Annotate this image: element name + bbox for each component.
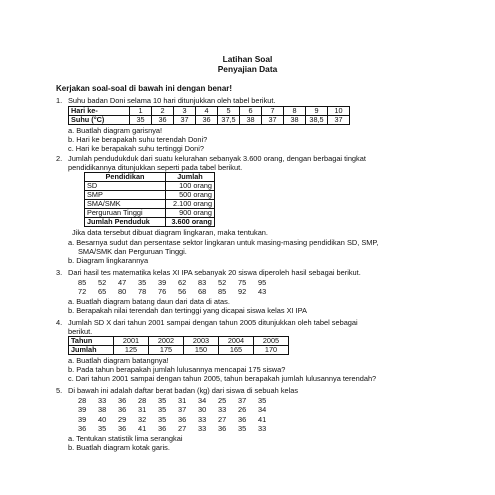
data-value: 36 bbox=[218, 424, 227, 434]
data-value: 25 bbox=[218, 396, 227, 405]
data-row bbox=[78, 405, 278, 414]
data-value: 36 bbox=[118, 405, 127, 415]
data-value: 80 bbox=[118, 287, 127, 297]
data-value: 36 bbox=[78, 424, 87, 434]
table-cell: 2001 bbox=[114, 337, 149, 346]
table-cell: 100 orang bbox=[166, 182, 215, 191]
data-value: 39 bbox=[158, 278, 167, 287]
data-value: 27 bbox=[178, 424, 187, 434]
data-value: 76 bbox=[158, 287, 167, 297]
table-cell: 37 bbox=[262, 116, 284, 125]
data-row bbox=[78, 278, 278, 287]
data-value: 35 bbox=[158, 405, 167, 415]
data-value: 52 bbox=[98, 278, 107, 287]
q4-item-a: a. Buatlah diagram batangnya! bbox=[68, 356, 169, 365]
data-row bbox=[78, 424, 278, 433]
data-value: 40 bbox=[98, 414, 107, 424]
data-value: 62 bbox=[178, 278, 187, 287]
table-cell: Jumlah bbox=[69, 346, 114, 355]
q2-text-line1: Jumlah pendudukduk dari suatu kelurahan sebanyak 3.600 orang, dengan berbagai tingkat bbox=[68, 154, 366, 163]
data-value: 29 bbox=[118, 414, 127, 424]
data-value: 28 bbox=[78, 396, 87, 405]
table-header-cell: Pendidikan bbox=[85, 173, 166, 182]
table-cell: 38,5 bbox=[306, 116, 328, 125]
q2-item-b: b. Diagram lingkarannya bbox=[68, 256, 149, 265]
data-value: 85 bbox=[78, 278, 87, 287]
page-subtitle: Penyajian Data bbox=[217, 64, 278, 74]
data-value: 31 bbox=[138, 405, 147, 415]
data-value: 83 bbox=[198, 278, 207, 287]
q1-text: Suhu badan Doni selama 10 hari ditunjukkan oleh tabel berikut. bbox=[68, 96, 276, 105]
table-cell: SD bbox=[85, 182, 166, 191]
q1-temperature-table bbox=[68, 106, 350, 125]
table-cell: Perguruan Tinggi bbox=[85, 209, 166, 218]
table-cell: 2004 bbox=[219, 337, 254, 346]
data-value: 75 bbox=[238, 278, 247, 287]
q4-text-line2: berikut. bbox=[68, 327, 93, 336]
table-cell: 2002 bbox=[149, 337, 184, 346]
data-row bbox=[78, 415, 278, 424]
q5-number: 5. bbox=[56, 386, 63, 395]
data-value: 35 bbox=[98, 424, 107, 434]
table-cell: 3 bbox=[174, 107, 196, 116]
q3-item-b: b. Berapakah nilai terendah dan tertinggi yang dicapai siswa kelas XI IPA bbox=[68, 306, 307, 315]
data-value: 33 bbox=[98, 396, 107, 405]
table-cell: 2005 bbox=[254, 337, 289, 346]
data-value: 26 bbox=[238, 405, 247, 415]
data-value: 33 bbox=[218, 405, 227, 415]
instruction: Kerjakan soal-soal di bawah ini dengan benar! bbox=[56, 84, 233, 93]
table-cell: 8 bbox=[284, 107, 306, 116]
q1-row-temp bbox=[69, 116, 350, 125]
data-value: 33 bbox=[198, 424, 207, 434]
table-cell: 37 bbox=[174, 116, 196, 125]
table-cell: 150 bbox=[184, 346, 219, 355]
q2-item-a-cont: SMA/SMK dan Perguruan Tinggi. bbox=[78, 247, 187, 256]
table-cell: 1 bbox=[130, 107, 152, 116]
data-row bbox=[78, 396, 278, 405]
table-header-cell: Jumlah bbox=[166, 173, 215, 182]
data-value: 37 bbox=[178, 405, 187, 415]
q4-row-count bbox=[69, 346, 289, 355]
table-cell: SMP bbox=[85, 191, 166, 200]
page-title: Latihan Soal bbox=[222, 54, 273, 64]
q3-number: 3. bbox=[56, 268, 63, 277]
q5-weight-grid bbox=[78, 396, 278, 434]
q3-text: Dari hasil tes matematika kelas XI IPA sebanyak 20 siswa diperoleh hasil sebagai berikut. bbox=[68, 268, 361, 277]
data-value: 47 bbox=[118, 278, 127, 287]
q3-score-grid bbox=[78, 278, 278, 297]
data-value: 35 bbox=[158, 414, 167, 424]
data-value: 32 bbox=[138, 414, 147, 424]
table-cell: 6 bbox=[240, 107, 262, 116]
data-value: 35 bbox=[258, 396, 267, 405]
table-cell: Suhu (°C) bbox=[69, 116, 130, 125]
data-value: 52 bbox=[218, 278, 227, 287]
table-total-row bbox=[85, 218, 215, 227]
q5-item-b: b. Buatlah diagram kotak garis. bbox=[68, 443, 170, 452]
table-cell: 36 bbox=[152, 116, 174, 125]
data-value: 35 bbox=[158, 396, 167, 405]
data-value: 28 bbox=[138, 396, 147, 405]
q2-number: 2. bbox=[56, 154, 63, 163]
table-cell: 165 bbox=[219, 346, 254, 355]
table-cell: 38 bbox=[284, 116, 306, 125]
data-value: 35 bbox=[138, 278, 147, 287]
data-value: 85 bbox=[218, 287, 227, 297]
data-value: 39 bbox=[78, 414, 87, 424]
data-value: 36 bbox=[118, 396, 127, 405]
table-cell: 3.600 orang bbox=[166, 218, 215, 227]
table-cell: 36 bbox=[196, 116, 218, 125]
q2-after-text: Jika data tersebut dibuat diagram lingkaran, maka tentukan. bbox=[72, 228, 268, 237]
data-value: 33 bbox=[198, 414, 207, 424]
data-value: 36 bbox=[158, 424, 167, 434]
table-cell: 4 bbox=[196, 107, 218, 116]
table-cell: 7 bbox=[262, 107, 284, 116]
data-value: 36 bbox=[238, 414, 247, 424]
table-cell: Jumlah Penduduk bbox=[85, 218, 166, 227]
table-cell: 38 bbox=[240, 116, 262, 125]
data-value: 78 bbox=[138, 287, 147, 297]
data-value: 95 bbox=[258, 278, 267, 287]
table-cell: Hari ke- bbox=[69, 107, 130, 116]
data-value: 33 bbox=[258, 424, 267, 434]
table-cell: 5 bbox=[218, 107, 240, 116]
q4-row-year bbox=[69, 337, 289, 346]
data-row bbox=[78, 287, 278, 296]
data-value: 37 bbox=[238, 396, 247, 405]
q1-number: 1. bbox=[56, 96, 63, 105]
table-cell: 170 bbox=[254, 346, 289, 355]
q4-number: 4. bbox=[56, 318, 63, 327]
table-cell: 125 bbox=[114, 346, 149, 355]
q4-item-b: b. Pada tahun berapakah jumlah lulusannya mencapai 175 siswa? bbox=[68, 365, 286, 374]
q2-education-table bbox=[84, 172, 215, 227]
data-value: 65 bbox=[98, 287, 107, 297]
table-cell: 37,5 bbox=[218, 116, 240, 125]
q3-item-a: a. Buatlah diagram batang daun dari data di atas. bbox=[68, 297, 230, 306]
table-cell: 35 bbox=[130, 116, 152, 125]
data-value: 31 bbox=[178, 396, 187, 405]
data-value: 38 bbox=[98, 405, 107, 415]
table-cell: 2 bbox=[152, 107, 174, 116]
table-cell: Tahun bbox=[69, 337, 114, 346]
data-value: 56 bbox=[178, 287, 187, 297]
data-value: 92 bbox=[238, 287, 247, 297]
data-value: 41 bbox=[138, 424, 147, 434]
table-cell: SMA/SMK bbox=[85, 200, 166, 209]
table-cell: 10 bbox=[328, 107, 350, 116]
data-value: 36 bbox=[178, 414, 187, 424]
data-value: 39 bbox=[78, 405, 87, 415]
table-cell: 500 orang bbox=[166, 191, 215, 200]
q2-item-a: a. Besarnya sudut dan persentase sektor lingkaran untuk masing-masing pendidikan SD, SMP, bbox=[68, 238, 379, 247]
table-cell: 2003 bbox=[184, 337, 219, 346]
table-cell: 175 bbox=[149, 346, 184, 355]
table-cell: 900 orang bbox=[166, 209, 215, 218]
q1-item-b: b. Hari ke berapakah suhu terendah Doni? bbox=[68, 135, 208, 144]
data-value: 27 bbox=[218, 414, 227, 424]
data-value: 41 bbox=[258, 414, 267, 424]
data-value: 35 bbox=[238, 424, 247, 434]
data-value: 72 bbox=[78, 287, 87, 297]
data-value: 43 bbox=[258, 287, 267, 297]
data-value: 34 bbox=[258, 405, 267, 415]
q4-graduates-table bbox=[68, 336, 289, 355]
q1-item-a: a. Buatlah diagram garisnya! bbox=[68, 126, 163, 135]
table-cell: 9 bbox=[306, 107, 328, 116]
data-value: 36 bbox=[118, 424, 127, 434]
data-value: 68 bbox=[198, 287, 207, 297]
q2-text-line2: pendidikannya ditunjukkan seperti pada tabel berikut. bbox=[68, 163, 243, 172]
q5-item-a: a. Tentukan statistik lima serangkai bbox=[68, 434, 183, 443]
q4-item-c: c. Dari tahun 2001 sampai dengan tahun 2005, tahun berapakah jumlah lulusannya terendah? bbox=[68, 374, 377, 383]
data-value: 34 bbox=[198, 396, 207, 405]
data-value: 30 bbox=[198, 405, 207, 415]
table-cell: 37 bbox=[328, 116, 350, 125]
q4-text-line1: Jumlah SD X dari tahun 2001 sampai dengan tahun 2005 ditunjukkan oleh tabel sebagai bbox=[68, 318, 358, 327]
q5-text: Di bawah ini adalah daftar berat badan (kg) dari siswa di sebuah kelas bbox=[68, 386, 299, 395]
table-cell: 2.100 orang bbox=[166, 200, 215, 209]
q1-item-c: c. Hari ke berapakah suhu tertinggi Doni? bbox=[68, 144, 204, 153]
